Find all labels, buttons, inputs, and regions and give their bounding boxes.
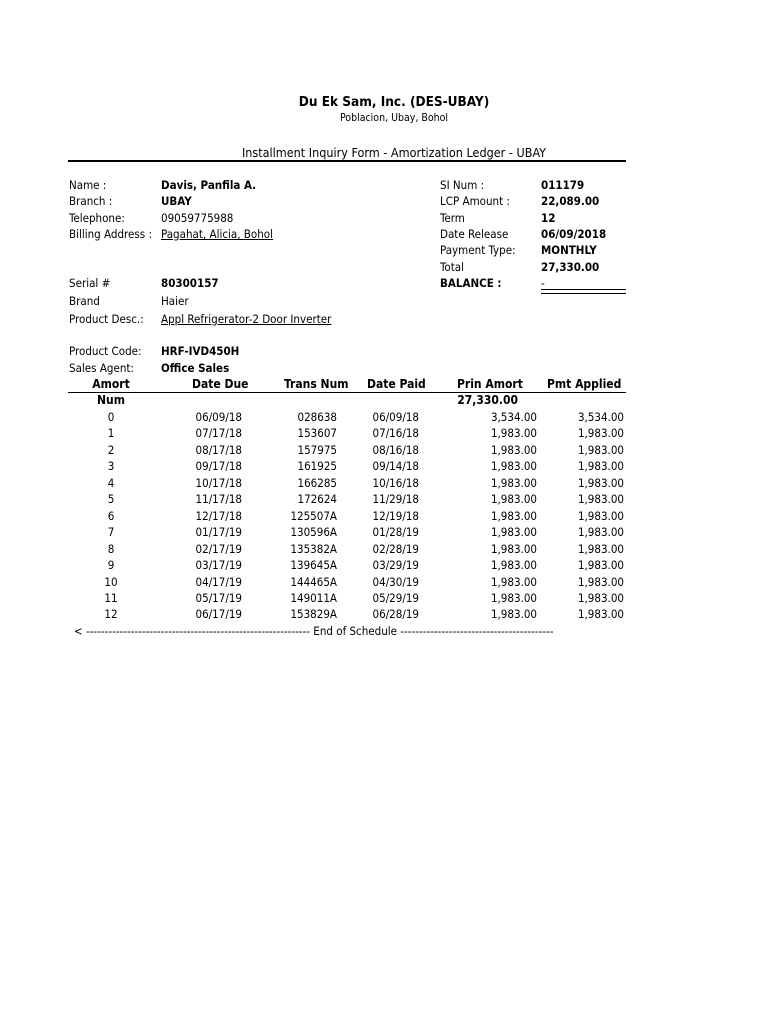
lcp-amount-value: 22,089.00	[541, 194, 600, 208]
row-trans-num: 161925	[297, 459, 337, 473]
row-amort: 10	[104, 575, 118, 589]
row-pmt-applied: 1,983.00	[577, 426, 624, 440]
serial-label: Serial #	[69, 276, 111, 290]
payment-type-value: MONTHLY	[541, 243, 597, 257]
end-of-schedule: < ------------------------------------------------------------ End of Schedule -----------------------------------------	[74, 624, 554, 638]
company-address: Poblacion, Ubay, Bohol	[339, 112, 449, 124]
sales-agent-label: Sales Agent:	[69, 361, 134, 375]
row-date-paid: 09/14/18	[372, 459, 419, 473]
row-amort: 1	[107, 426, 115, 440]
product-code-value: HRF-IVD450H	[161, 344, 240, 358]
row-trans-num: 157975	[297, 443, 337, 457]
row-trans-num: 149011A	[290, 591, 337, 605]
product-desc-label: Product Desc.:	[69, 312, 144, 326]
col-header-date-paid: Date Paid	[367, 377, 426, 391]
row-date-paid: 05/29/19	[372, 591, 419, 605]
row-amort: 0	[107, 410, 115, 424]
term-value: 12	[541, 211, 556, 225]
row-date-due: 03/17/19	[195, 558, 242, 572]
row-amort: 6	[107, 509, 115, 523]
billing-address-label: Billing Address :	[69, 227, 152, 241]
name-label: Name :	[69, 178, 107, 192]
row-prin-amort: 1,983.00	[490, 509, 537, 523]
sales-agent-value: Office Sales	[161, 361, 230, 375]
product-desc-value: Appl Refrigerator-2 Door Inverter	[161, 312, 332, 326]
row-date-paid: 12/19/18	[372, 509, 419, 523]
row-trans-num: 166285	[297, 476, 337, 490]
col-header-pmt-applied: Pmt Applied	[547, 377, 622, 391]
row-trans-num: 153829A	[290, 607, 337, 621]
row-date-due: 02/17/19	[195, 542, 242, 556]
row-trans-num: 172624	[297, 492, 337, 506]
total-label: Total	[440, 260, 464, 274]
row-amort: 8	[107, 542, 115, 556]
row-date-paid: 06/28/19	[372, 607, 419, 621]
row-trans-num: 135382A	[290, 542, 337, 556]
telephone-label: Telephone:	[69, 211, 125, 225]
row-date-paid: 04/30/19	[372, 575, 419, 589]
branch-label: Branch :	[69, 194, 113, 208]
si-num-label: SI Num :	[440, 178, 485, 192]
row-date-due: 06/17/19	[195, 607, 242, 621]
col-header-amort: Amort	[92, 377, 130, 391]
row-date-paid: 10/16/18	[372, 476, 419, 490]
row-prin-amort: 3,534.00	[490, 410, 537, 424]
serial-value: 80300157	[161, 276, 219, 290]
row-amort: 2	[107, 443, 115, 457]
row-date-due: 09/17/18	[195, 459, 242, 473]
telephone-value: 09059775988	[161, 211, 234, 225]
row-date-due: 05/17/19	[195, 591, 242, 605]
row-date-paid: 08/16/18	[372, 443, 419, 457]
row-trans-num: 130596A	[290, 525, 337, 539]
row-date-due: 06/09/18	[195, 410, 242, 424]
payment-type-label: Payment Type:	[440, 243, 516, 257]
name-value: Davis, Panfila A.	[161, 178, 257, 192]
billing-address-value: Pagahat, Alicia, Bohol	[161, 227, 273, 241]
row-pmt-applied: 1,983.00	[577, 607, 624, 621]
total-value: 27,330.00	[541, 260, 600, 274]
row-pmt-applied: 3,534.00	[577, 410, 624, 424]
row-date-due: 07/17/18	[195, 426, 242, 440]
row-pmt-applied: 1,983.00	[577, 525, 624, 539]
row-date-paid: 06/09/18	[372, 410, 419, 424]
col-header-date-due: Date Due	[192, 377, 249, 391]
row-prin-amort: 1,983.00	[490, 542, 537, 556]
row-date-paid: 11/29/18	[372, 492, 419, 506]
row-trans-num: 125507A	[290, 509, 337, 523]
row-pmt-applied: 1,983.00	[577, 542, 624, 556]
row-prin-amort: 1,983.00	[490, 426, 537, 440]
brand-value: Haier	[161, 294, 189, 308]
balance-value: -	[541, 276, 545, 290]
row-amort: 4	[107, 476, 115, 490]
si-num-value: 011179	[541, 178, 585, 192]
row-prin-amort: 1,983.00	[490, 591, 537, 605]
row-trans-num: 153607	[297, 426, 337, 440]
row-trans-num: 144465A	[290, 575, 337, 589]
row-amort: 3	[107, 459, 115, 473]
row-pmt-applied: 1,983.00	[577, 492, 624, 506]
row-prin-amort: 1,983.00	[490, 476, 537, 490]
row-pmt-applied: 1,983.00	[577, 476, 624, 490]
row-date-paid: 03/29/19	[372, 558, 419, 572]
row-prin-amort: 1,983.00	[490, 575, 537, 589]
col-header-trans-num: Trans Num	[284, 377, 349, 391]
brand-label: Brand	[69, 294, 100, 308]
row-prin-amort: 1,983.00	[490, 492, 537, 506]
row-pmt-applied: 1,983.00	[577, 558, 624, 572]
row-prin-amort: 1,983.00	[490, 558, 537, 572]
date-release-value: 06/09/2018	[541, 227, 607, 241]
row-amort: 12	[104, 607, 118, 621]
term-label: Term	[440, 211, 465, 225]
row-date-paid: 07/16/18	[372, 426, 419, 440]
row-amort: 9	[107, 558, 115, 572]
row-date-due: 11/17/18	[195, 492, 242, 506]
row-pmt-applied: 1,983.00	[577, 509, 624, 523]
row-date-due: 04/17/19	[195, 575, 242, 589]
row-prin-amort: 1,983.00	[490, 443, 537, 457]
form-title: Installment Inquiry Form - Amortization Ledger - UBAY	[241, 145, 547, 160]
row-date-due: 08/17/18	[195, 443, 242, 457]
row-date-paid: 01/28/19	[372, 525, 419, 539]
row-pmt-applied: 1,983.00	[577, 575, 624, 589]
lcp-amount-label: LCP Amount :	[440, 194, 510, 208]
row-amort: 5	[107, 492, 115, 506]
col-header-num: Num	[97, 393, 125, 407]
row-amort: 11	[104, 591, 118, 605]
row-amort: 7	[107, 525, 115, 539]
header-divider	[68, 160, 626, 162]
row-date-paid: 02/28/19	[372, 542, 419, 556]
row-trans-num: 139645A	[290, 558, 337, 572]
row-prin-amort: 1,983.00	[490, 607, 537, 621]
row-date-due: 01/17/19	[195, 525, 242, 539]
row-pmt-applied: 1,983.00	[577, 591, 624, 605]
row-trans-num: 028638	[297, 410, 337, 424]
date-release-label: Date Release	[440, 227, 509, 241]
product-code-label: Product Code:	[69, 344, 142, 358]
row-date-due: 12/17/18	[195, 509, 242, 523]
row-prin-amort: 1,983.00	[490, 525, 537, 539]
row-pmt-applied: 1,983.00	[577, 443, 624, 457]
row-date-due: 10/17/18	[195, 476, 242, 490]
row-prin-amort: 1,983.00	[490, 459, 537, 473]
branch-value: UBAY	[161, 194, 192, 208]
balance-double-underline	[541, 289, 626, 294]
company-name: Du Ek Sam, Inc. (DES-UBAY)	[298, 94, 490, 110]
balance-label: BALANCE :	[440, 276, 502, 290]
prin-amort-total: 27,330.00	[457, 393, 518, 407]
row-pmt-applied: 1,983.00	[577, 459, 624, 473]
table-header-divider	[68, 392, 626, 393]
col-header-prin-amort: Prin Amort	[457, 377, 523, 391]
